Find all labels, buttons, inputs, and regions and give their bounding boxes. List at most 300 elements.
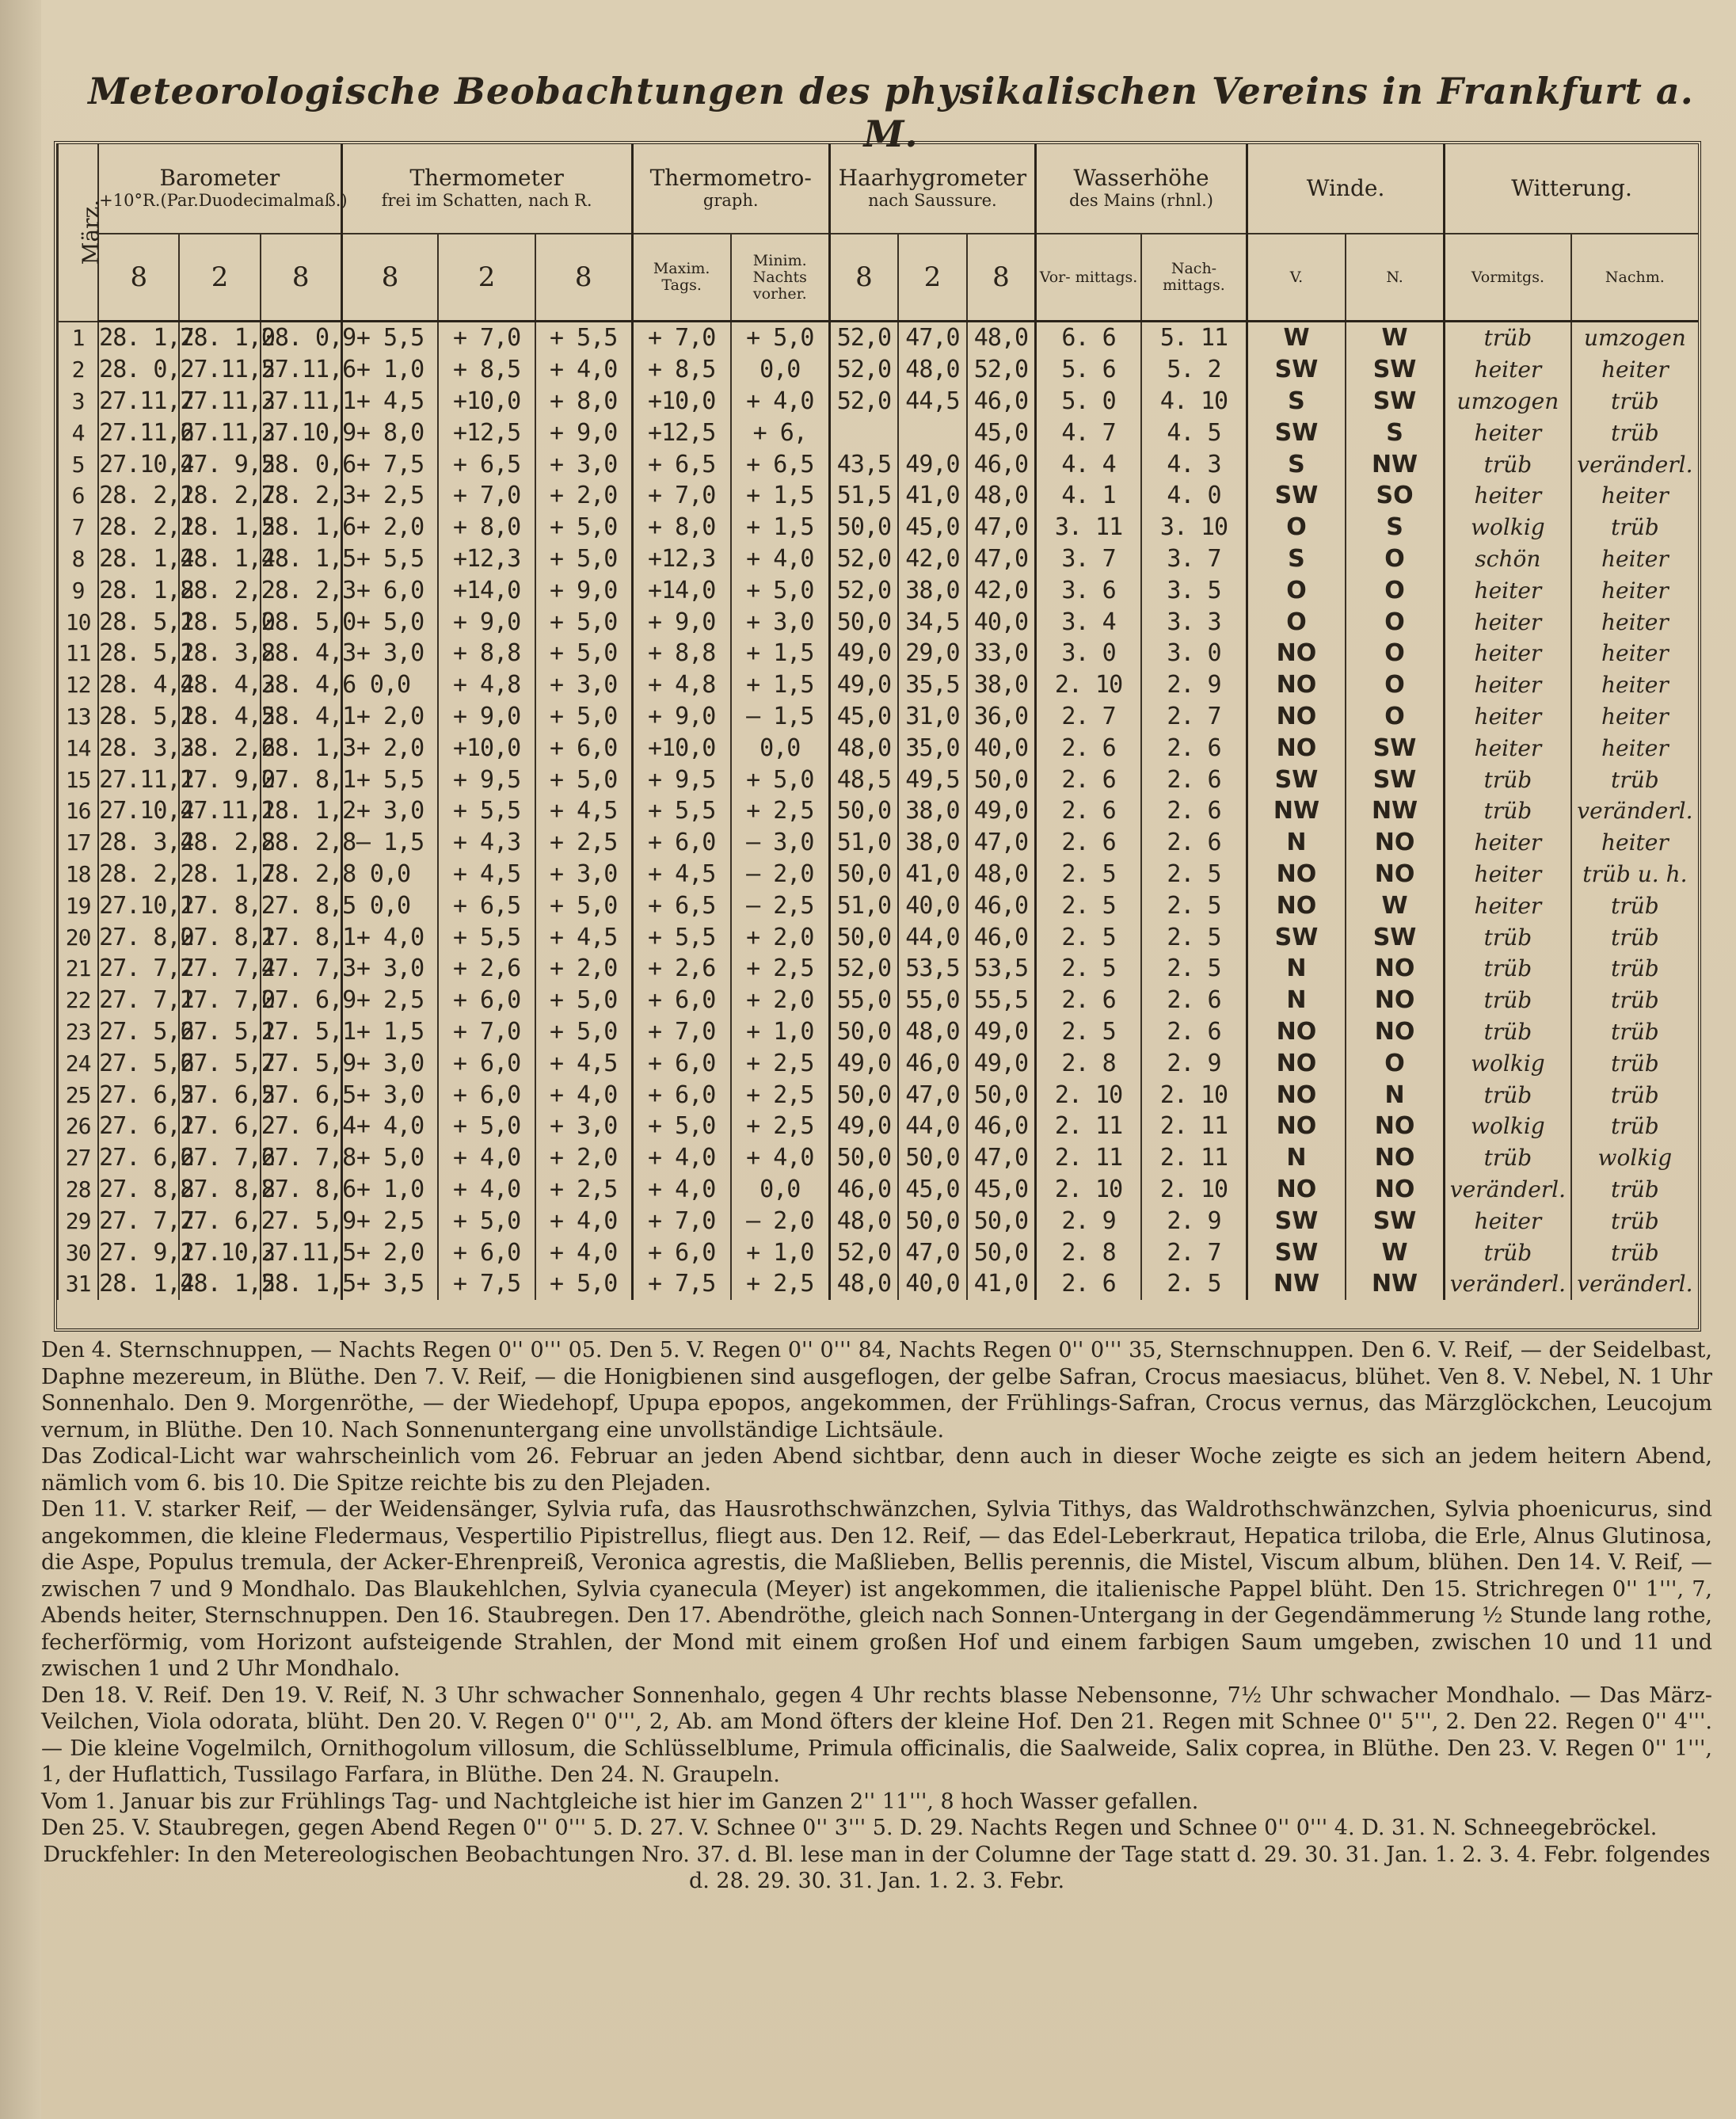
- table-cell: 2. 11: [1036, 1142, 1141, 1174]
- table-cell: 42,0: [898, 543, 967, 575]
- table-cell: 45,0: [829, 701, 898, 733]
- table-cell: 52,0: [829, 953, 898, 985]
- table-cell: 0,0: [341, 859, 438, 890]
- day-cell: 20: [58, 921, 98, 953]
- table-cell: + 9,0: [632, 701, 731, 733]
- table-cell: 28. 4,1: [261, 701, 341, 733]
- table-cell: O: [1346, 606, 1445, 638]
- table-cell: + 1,5: [731, 669, 830, 701]
- table-cell: O: [1346, 638, 1445, 669]
- note-paragraph: Den 18. V. Reif. Den 19. V. Reif, N. 3 Uhr schwacher Sonnenhalo, gegen 4 Uhr rechts blasse Nebensonne, 7½ Uhr schwacher Mondhalo. — Das März-Veilchen, Viola odorata, blüht. Den 20. V. Regen 0'' 0''', 2, Ab. am Mond öfters der kleine Hof. Den 21. Regen mit Schnee 0'' 5''', 2. Den 22. Regen 0'' 4'''. — Die kleine Vogelmilch, Ornithogolum villosum, die Schlüsselblume, Primula officinalis, die Saalweide, Salix coprea, in Blüthe. Den 23. V. Regen 0'' 1''', 1, der Huflattich, Tussilago Farfara, in Blüthe. Den 24. N. Graupeln.: [41, 1683, 1712, 1787]
- table-cell: 49,0: [898, 448, 967, 480]
- table-cell: 27. 5,1: [179, 1016, 260, 1048]
- table-cell: 4. 5: [1141, 417, 1247, 448]
- table-cell: heiter: [1445, 859, 1571, 890]
- table-cell: 28. 1,6: [261, 512, 341, 543]
- table-cell: wolkig: [1445, 512, 1571, 543]
- table-cell: 27. 8,5: [261, 890, 341, 921]
- table-cell: 40,0: [967, 732, 1036, 764]
- table-cell: 28. 5,0: [261, 606, 341, 638]
- table-cell: 4. 3: [1141, 448, 1247, 480]
- table-row: [58, 386, 1698, 417]
- table-cell: 2. 6: [1036, 1268, 1141, 1300]
- table-cell: 49,0: [829, 1111, 898, 1142]
- table-cell: 48,0: [898, 1016, 967, 1048]
- table-cell: 2. 5: [1036, 1016, 1141, 1048]
- table-cell: + 2,5: [341, 1205, 438, 1237]
- table-cell: 27. 7,7: [98, 1205, 179, 1237]
- barometer-8pm-header: 8: [261, 234, 341, 322]
- day-cell: 27: [58, 1142, 98, 1174]
- table-cell: + 4,0: [438, 1142, 535, 1174]
- table-cell: schön: [1445, 543, 1571, 575]
- table-cell: trüb: [1445, 448, 1571, 480]
- table-cell: NO: [1346, 859, 1445, 890]
- observations-table: [57, 144, 1698, 1300]
- table-cell: 3. 4: [1036, 606, 1141, 638]
- table-cell: 28. 3,4: [98, 827, 179, 859]
- table-cell: 27. 9,0: [179, 764, 260, 795]
- table-cell: umzogen: [1571, 322, 1698, 354]
- table-cell: + 5,0: [535, 638, 632, 669]
- table-cell: SW: [1247, 417, 1346, 448]
- table-cell: O: [1346, 543, 1445, 575]
- table-row: [58, 606, 1698, 638]
- table-cell: SW: [1346, 1205, 1445, 1237]
- table-cell: + 4,0: [438, 1174, 535, 1206]
- table-cell: 3. 3: [1141, 606, 1247, 638]
- table-cell: + 8,0: [438, 512, 535, 543]
- table-row: [58, 701, 1698, 733]
- table-cell: SW: [1346, 764, 1445, 795]
- table-cell: 50,0: [898, 1205, 967, 1237]
- table-cell: heiter: [1445, 574, 1571, 606]
- table-row: [58, 1237, 1698, 1268]
- table-cell: 2. 5: [1141, 953, 1247, 985]
- table-cell: + 6,0: [438, 1237, 535, 1268]
- table-cell: 27. 7,8: [261, 1142, 341, 1174]
- table-cell: NO: [1346, 1111, 1445, 1142]
- note-paragraph: Vom 1. Januar bis zur Frühlings Tag- und Nachtgleiche ist hier im Ganzen 2'' 11''', 8 hoch Wasser gefallen.: [41, 1789, 1199, 1814]
- weather-vorm-header: Vormitgs.: [1445, 234, 1571, 322]
- table-cell: + 7,0: [632, 1205, 731, 1237]
- table-cell: 28. 1,7: [98, 322, 179, 354]
- table-cell: + 2,5: [731, 795, 830, 827]
- table-cell: trüb: [1571, 386, 1698, 417]
- table-cell: [898, 417, 967, 448]
- table-cell: 50,0: [829, 859, 898, 890]
- table-cell: + 5,5: [632, 795, 731, 827]
- table-row: [58, 1142, 1698, 1174]
- table-cell: 45,0: [967, 1174, 1036, 1206]
- table-cell: O: [1346, 669, 1445, 701]
- table-cell: 48,0: [967, 859, 1036, 890]
- table-cell: 2. 6: [1036, 985, 1141, 1016]
- table-cell: 49,5: [898, 764, 967, 795]
- table-cell: 31,0: [898, 701, 967, 733]
- table-cell: + 2,0: [341, 732, 438, 764]
- table-cell: 4. 7: [1036, 417, 1141, 448]
- page-title: Meteorologische Beobachtungen des physikalischen Vereins in Frankfurt a. M.: [88, 70, 1694, 155]
- table-cell: 4. 1: [1036, 480, 1141, 512]
- table-cell: trüb: [1445, 322, 1571, 354]
- table-cell: 38,0: [898, 827, 967, 859]
- table-cell: + 5,5: [632, 921, 731, 953]
- table-cell: [829, 417, 898, 448]
- table-cell: 49,0: [967, 795, 1036, 827]
- table-cell: 4. 4: [1036, 448, 1141, 480]
- table-cell: + 2,0: [341, 1237, 438, 1268]
- table-cell: NO: [1346, 1016, 1445, 1048]
- table-cell: 44,0: [898, 921, 967, 953]
- table-cell: + 5,0: [535, 1268, 632, 1300]
- table-cell: 2. 7: [1141, 1237, 1247, 1268]
- table-cell: W: [1247, 322, 1346, 354]
- table-cell: + 2,0: [341, 701, 438, 733]
- table-cell: — 1,5: [731, 701, 830, 733]
- day-cell: 24: [58, 1047, 98, 1079]
- table-cell: + 7,5: [341, 448, 438, 480]
- table-cell: 2. 10: [1036, 1174, 1141, 1206]
- table-cell: NO: [1247, 732, 1346, 764]
- table-cell: + 5,0: [535, 985, 632, 1016]
- min-header: Minim. Nachts vorher.: [731, 234, 830, 322]
- table-cell: 2. 5: [1036, 921, 1141, 953]
- table-cell: trüb: [1445, 921, 1571, 953]
- note-paragraph: Den 4. Sternschnuppen, — Nachts Regen 0'' 0''' 05. Den 5. V. Regen 0'' 0''' 84, Nachts Regen 0'' 0''' 35, Sternschnuppen. Den 6. V. Reif, — der Seidelbast, Daphne mezereum, in Blüthe. Den 7. V. Reif, — die Honigbienen sind ausgeflogen, der gelbe Safran, Crocus maesiacus, blühet. Ven 8. V. Nebel, N. 1 Uhr Sonnenhalo. Den 9. Morgenröthe, — der Wiedehopf, Upupa epopos, angekommen, der Frühlings-Safran, Crocus vernus, das Märzglöckchen, Leucojum vernum, in Blüthe. Den 10. Nach Sonnenuntergang eine unvollständige Lichtsäule.: [41, 1338, 1712, 1443]
- erratum-paragraph: Druckfehler: In den Metereologischen Beobachtungen Nro. 37. d. Bl. lese man in der Columne der Tage statt d. 29. 30. 31. Jan. 1. 2. 3. 4. Febr. folgendes d. 28. 29. 30. 31. Jan. 1. 2. 3. Febr.: [43, 1842, 1711, 1893]
- table-cell: trüb: [1571, 1079, 1698, 1111]
- table-cell: 3. 5: [1141, 574, 1247, 606]
- table-cell: 27.10,4: [98, 448, 179, 480]
- table-cell: trüb: [1571, 921, 1698, 953]
- table-cell: 50,0: [967, 1205, 1036, 1237]
- table-cell: + 5,5: [341, 543, 438, 575]
- table-cell: + 1,5: [731, 512, 830, 543]
- table-cell: + 6,5: [632, 890, 731, 921]
- table-cell: 50,0: [829, 512, 898, 543]
- table-cell: NO: [1247, 890, 1346, 921]
- table-cell: 2. 10: [1036, 1079, 1141, 1111]
- table-cell: 27. 6,6: [98, 1142, 179, 1174]
- table-cell: 4. 10: [1141, 386, 1247, 417]
- table-cell: 27. 6,1: [98, 1111, 179, 1142]
- table-cell: heiter: [1571, 732, 1698, 764]
- table-cell: NO: [1346, 985, 1445, 1016]
- table-row: [58, 1111, 1698, 1142]
- table-cell: 27.10,3: [179, 1237, 260, 1268]
- table-row: [58, 448, 1698, 480]
- weather-nachm-header: Nachm.: [1571, 234, 1698, 322]
- table-cell: NO: [1346, 1174, 1445, 1206]
- table-row: [58, 732, 1698, 764]
- table-cell: 27. 9,1: [98, 1237, 179, 1268]
- table-row: [58, 764, 1698, 795]
- table-cell: 41,0: [898, 859, 967, 890]
- table-cell: NO: [1247, 1079, 1346, 1111]
- table-cell: 28. 5,1: [98, 701, 179, 733]
- table-cell: 47,0: [967, 1142, 1036, 1174]
- table-cell: trüb: [1571, 1047, 1698, 1079]
- table-cell: 2. 7: [1141, 701, 1247, 733]
- table-cell: 46,0: [898, 1047, 967, 1079]
- table-cell: + 3,0: [535, 448, 632, 480]
- table-cell: 38,0: [898, 574, 967, 606]
- table-cell: + 4,0: [632, 1142, 731, 1174]
- table-cell: O: [1247, 512, 1346, 543]
- table-cell: SW: [1346, 386, 1445, 417]
- table-cell: 27. 6,5: [98, 1079, 179, 1111]
- table-cell: + 8,0: [535, 386, 632, 417]
- table-cell: 2. 11: [1141, 1111, 1247, 1142]
- table-cell: 0,0: [731, 354, 830, 386]
- table-cell: 44,0: [898, 1111, 967, 1142]
- table-cell: heiter: [1445, 1205, 1571, 1237]
- table-cell: 40,0: [898, 890, 967, 921]
- table-cell: 55,5: [967, 985, 1036, 1016]
- table-cell: +12,5: [632, 417, 731, 448]
- table-cell: 52,0: [829, 322, 898, 354]
- table-cell: NO: [1346, 953, 1445, 985]
- table-cell: N: [1247, 827, 1346, 859]
- table-cell: 49,0: [829, 669, 898, 701]
- table-cell: NO: [1247, 1047, 1346, 1079]
- table-row: [58, 890, 1698, 921]
- table-cell: + 5,0: [438, 1205, 535, 1237]
- table-cell: 27. 6,9: [261, 985, 341, 1016]
- water-level-header: Wasserhöhe des Mains (rhnl.): [1036, 144, 1247, 234]
- table-cell: NW: [1346, 795, 1445, 827]
- table-cell: 27. 8,1: [179, 921, 260, 953]
- table-cell: 27.11,5: [261, 1237, 341, 1268]
- table-cell: 27. 6,5: [179, 1079, 260, 1111]
- table-cell: 2. 10: [1141, 1174, 1247, 1206]
- table-cell: 47,0: [898, 1079, 967, 1111]
- table-cell: trüb: [1571, 953, 1698, 985]
- day-cell: 5: [58, 448, 98, 480]
- table-cell: 28. 3,8: [179, 638, 260, 669]
- day-cell: 7: [58, 512, 98, 543]
- table-cell: + 5,0: [341, 1142, 438, 1174]
- table-cell: +14,0: [632, 574, 731, 606]
- table-cell: 28. 4,3: [261, 638, 341, 669]
- table-cell: + 4,0: [731, 1142, 830, 1174]
- table-cell: 28. 1,4: [98, 1268, 179, 1300]
- table-cell: 27.11,6: [98, 417, 179, 448]
- table-cell: 45,0: [967, 417, 1036, 448]
- table-cell: 3. 0: [1141, 638, 1247, 669]
- table-cell: + 4,0: [535, 1237, 632, 1268]
- table-cell: 0,0: [341, 890, 438, 921]
- table-cell: heiter: [1571, 480, 1698, 512]
- table-cell: + 4,3: [438, 827, 535, 859]
- day-cell: 1: [58, 322, 98, 354]
- table-cell: 2. 6: [1036, 732, 1141, 764]
- table-cell: 2. 11: [1036, 1111, 1141, 1142]
- table-cell: +10,0: [632, 386, 731, 417]
- table-row: [58, 574, 1698, 606]
- table-cell: 50,0: [829, 921, 898, 953]
- table-cell: + 4,8: [438, 669, 535, 701]
- day-cell: 6: [58, 480, 98, 512]
- table-cell: +12,3: [438, 543, 535, 575]
- table-cell: 48,0: [898, 354, 967, 386]
- table-cell: + 6,0: [535, 732, 632, 764]
- table-cell: 28. 5,1: [98, 638, 179, 669]
- table-cell: 28. 2,8: [261, 859, 341, 890]
- table-cell: + 6,0: [632, 1079, 731, 1111]
- table-cell: 3. 7: [1141, 543, 1247, 575]
- table-cell: SW: [1247, 354, 1346, 386]
- table-row: [58, 543, 1698, 575]
- table-cell: + 2,5: [731, 1047, 830, 1079]
- table-cell: + 2,0: [341, 512, 438, 543]
- table-cell: + 5,5: [535, 322, 632, 354]
- table-cell: 28. 1,2: [261, 795, 341, 827]
- table-cell: wolkig: [1445, 1047, 1571, 1079]
- month-header: März.: [58, 144, 98, 322]
- table-cell: O: [1346, 701, 1445, 733]
- table-cell: 27. 7,4: [179, 953, 260, 985]
- table-cell: 52,0: [829, 354, 898, 386]
- thermometer-header: Thermometer frei im Schatten, nach R.: [341, 144, 632, 234]
- table-cell: 27. 8,8: [98, 1174, 179, 1206]
- table-cell: heiter: [1571, 669, 1698, 701]
- table-cell: 2. 8: [1036, 1047, 1141, 1079]
- table-cell: 46,0: [967, 386, 1036, 417]
- table-cell: 50,0: [898, 1142, 967, 1174]
- table-row: [58, 1174, 1698, 1206]
- table-cell: NO: [1346, 1142, 1445, 1174]
- table-cell: + 5,0: [535, 512, 632, 543]
- winds-header: Winde.: [1247, 144, 1444, 234]
- wind-v-header: V.: [1247, 234, 1346, 322]
- table-cell: 27. 7,0: [179, 985, 260, 1016]
- table-cell: N: [1247, 1142, 1346, 1174]
- table-cell: 27. 6,2: [179, 1111, 260, 1142]
- table-cell: + 4,0: [731, 543, 830, 575]
- table-cell: 2. 5: [1036, 859, 1141, 890]
- table-cell: heiter: [1571, 827, 1698, 859]
- table-cell: 27. 5,1: [261, 1016, 341, 1048]
- table-cell: + 3,0: [535, 859, 632, 890]
- table-cell: W: [1346, 322, 1445, 354]
- table-cell: + 8,0: [632, 512, 731, 543]
- table-cell: SO: [1346, 480, 1445, 512]
- table-cell: 27.11,1: [98, 764, 179, 795]
- table-cell: + 8,5: [438, 354, 535, 386]
- table-cell: — 2,0: [731, 1205, 830, 1237]
- table-cell: SW: [1247, 921, 1346, 953]
- table-cell: NW: [1247, 1268, 1346, 1300]
- table-cell: heiter: [1445, 701, 1571, 733]
- table-cell: + 4,5: [632, 859, 731, 890]
- table-cell: +10,0: [438, 386, 535, 417]
- table-cell: 28. 2,6: [179, 732, 260, 764]
- table-cell: SW: [1247, 1205, 1346, 1237]
- table-cell: + 5,5: [438, 921, 535, 953]
- table-cell: + 9,0: [438, 606, 535, 638]
- table-cell: + 5,5: [341, 764, 438, 795]
- table-cell: trüb u. h.: [1571, 859, 1698, 890]
- day-cell: 11: [58, 638, 98, 669]
- hygrometer-8-header: 8: [829, 234, 898, 322]
- table-cell: heiter: [1445, 606, 1571, 638]
- table-cell: + 4,0: [341, 1111, 438, 1142]
- table-cell: 3. 7: [1036, 543, 1141, 575]
- table-cell: + 2,5: [535, 1174, 632, 1206]
- table-cell: + 7,5: [632, 1268, 731, 1300]
- table-cell: 2. 6: [1036, 764, 1141, 795]
- table-cell: 33,0: [967, 638, 1036, 669]
- table-cell: 28. 2,3: [261, 480, 341, 512]
- table-cell: + 5,0: [535, 1016, 632, 1048]
- note-paragraph: Den 11. V. starker Reif, — der Weidensänger, Sylvia rufa, das Hausrothschwänzchen, Sylvia Tithys, das Waldrothschwänzchen, Sylvia phoenicurus, sind angekommen, die kleine Fledermaus, Vespertilio Pipistrellus, fliegt aus. Den 12. Reif, — das Edel-Leberkraut, Hepatica triloba, die Erle, Alnus Glutinosa, die Aspe, Populus tremula, der Acker-Ehrenpreiß, Veronica agrestis, die Maßlieben, Bellis perennis, die Mistel, Viscum album, blühen. Den 14. V. Reif, — zwischen 7 und 9 Mondhalo. Das Blaukehlchen, Sylvia cyanecula (Meyer) ist angekommen, die italienische Pappel blüht. Den 15. Strichregen 0'' 1''', 7, Abends heiter, Sternschnuppen. Den 16. Staubregen. Den 17. Abendröthe, gleich nach Sonnen-Untergang in der Gegendämmerung ½ Stunde lang rothe, fecherförmig, vom Horizont aufsteigende Strahlen, der Mond mit einem großen Hof und einem farbigen Saum umgeben, zwischen 10 und 11 und zwischen 1 und 2 Uhr Mondhalo.: [41, 1497, 1712, 1681]
- table-row: [58, 417, 1698, 448]
- table-cell: 2. 9: [1036, 1205, 1141, 1237]
- day-cell: 30: [58, 1237, 98, 1268]
- table-cell: 48,0: [829, 732, 898, 764]
- table-row: [58, 827, 1698, 859]
- table-cell: + 9,0: [535, 574, 632, 606]
- table-cell: 2. 6: [1141, 764, 1247, 795]
- table-cell: 2. 9: [1141, 669, 1247, 701]
- table-cell: SW: [1247, 764, 1346, 795]
- table-cell: 27.10,9: [261, 417, 341, 448]
- table-cell: 5. 6: [1036, 354, 1141, 386]
- table-cell: 27. 5,9: [261, 1205, 341, 1237]
- note-paragraph: Das Zodical-Licht war wahrscheinlich vom 26. Februar an jeden Abend sichtbar, denn auch in dieser Woche zeigte es sich an jedem heitern Abend, nämlich vom 6. bis 10. Die Spitze reichte bis zu den Plejaden.: [41, 1444, 1712, 1496]
- table-cell: 28. 1,5: [261, 1268, 341, 1300]
- table-cell: + 2,6: [438, 953, 535, 985]
- table-cell: 28. 2,8: [261, 827, 341, 859]
- table-cell: 3. 0: [1036, 638, 1141, 669]
- table-cell: + 5,0: [632, 1111, 731, 1142]
- table-row: [58, 795, 1698, 827]
- table-cell: heiter: [1571, 543, 1698, 575]
- table-cell: 46,0: [967, 448, 1036, 480]
- table-cell: 27. 5,9: [261, 1047, 341, 1079]
- table-cell: wolkig: [1445, 1111, 1571, 1142]
- table-cell: veränderl.: [1445, 1174, 1571, 1206]
- table-cell: 27.11,3: [179, 386, 260, 417]
- note-paragraph: Den 25. V. Staubregen, gegen Abend Regen 0'' 0''' 5. D. 27. V. Schnee 0'' 3''' 5. D. 29. Nachts Regen und Schnee 0'' 0''' 4. D. 31. N. Schneegebröckel.: [41, 1816, 1658, 1840]
- table-cell: 2. 9: [1141, 1205, 1247, 1237]
- table-cell: 3. 10: [1141, 512, 1247, 543]
- table-cell: 6. 6: [1036, 322, 1141, 354]
- table-cell: + 2,5: [731, 953, 830, 985]
- table-cell: 2. 9: [1141, 1047, 1247, 1079]
- table-cell: 50,0: [829, 1142, 898, 1174]
- table-cell: 55,0: [829, 985, 898, 1016]
- table-cell: 27. 8,0: [98, 921, 179, 953]
- table-cell: NO: [1247, 701, 1346, 733]
- day-cell: 19: [58, 890, 98, 921]
- table-cell: + 5,5: [341, 322, 438, 354]
- table-cell: 52,0: [829, 543, 898, 575]
- table-cell: 48,0: [829, 1205, 898, 1237]
- table-cell: heiter: [1571, 638, 1698, 669]
- table-cell: veränderl.: [1571, 1268, 1698, 1300]
- table-cell: 28. 1,4: [179, 543, 260, 575]
- day-cell: 13: [58, 701, 98, 733]
- table-cell: S: [1346, 512, 1445, 543]
- hygrometer-2-header: 2: [898, 234, 967, 322]
- table-cell: 2. 5: [1141, 921, 1247, 953]
- table-cell: 3. 6: [1036, 574, 1141, 606]
- table-cell: 48,0: [829, 1268, 898, 1300]
- table-cell: + 7,0: [632, 480, 731, 512]
